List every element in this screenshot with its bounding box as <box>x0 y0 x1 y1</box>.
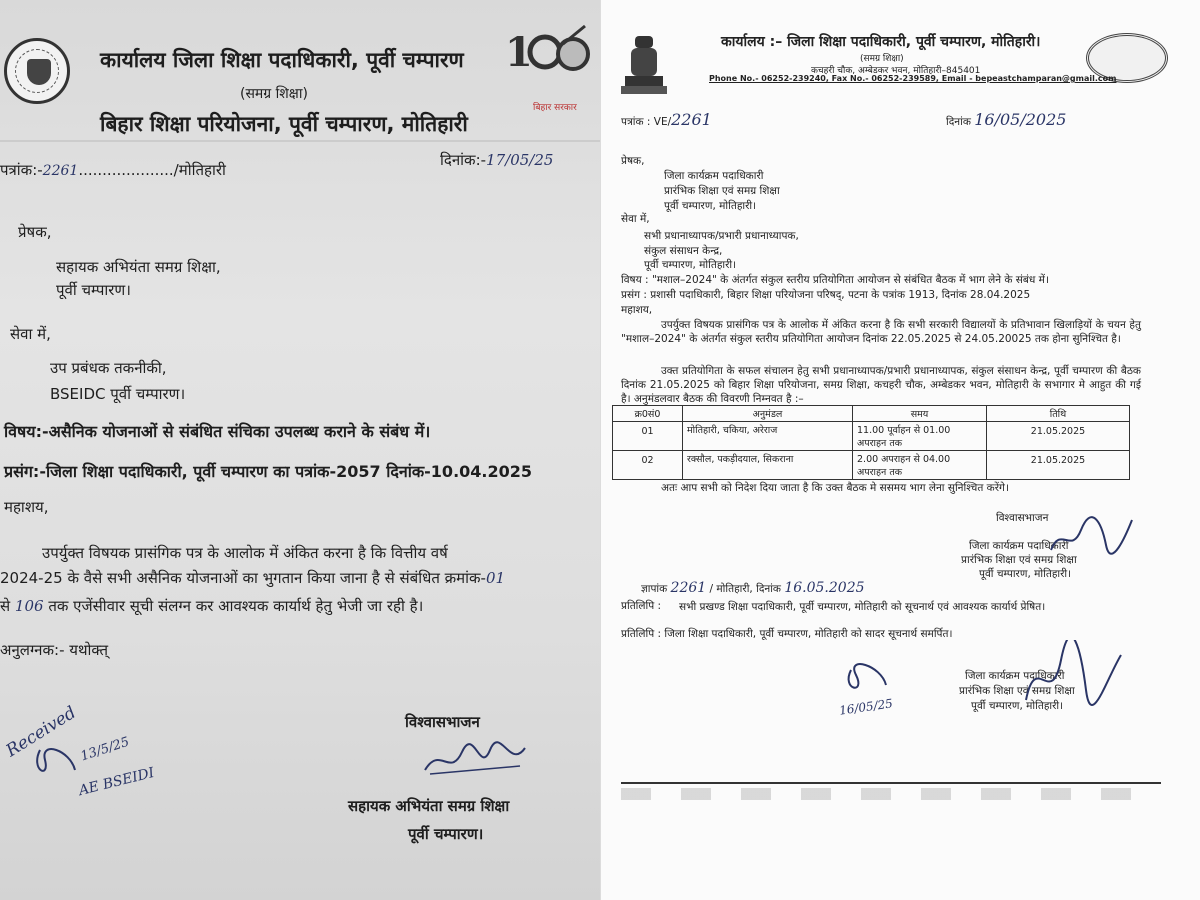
left-patrank <box>0 160 226 180</box>
signature2-stroke <box>1026 640 1121 705</box>
row-sn: 01 <box>613 422 683 451</box>
right-header-address: कचहरी चौक, अम्बेडकर भवन, मोतिहारी–845401 <box>811 66 981 76</box>
right-date-value: 16/05/2025 <box>974 110 1067 129</box>
left-reference: प्रसंग:-जिला शिक्षा पदाधिकारी, पूर्वी चम्पारण का पत्रांक-2057 दिनांक-10.04.2025 <box>4 462 533 481</box>
gyapank-number: 2261 <box>670 580 707 596</box>
right-copy2-row <box>621 628 952 641</box>
row-sn: 02 <box>613 451 683 480</box>
received-by: AE BSEIDI <box>77 764 156 800</box>
signature-stroke <box>425 742 525 770</box>
right-signature1-icon <box>1046 515 1136 560</box>
body-line2-text: 2024-25 के वैसे सभी असैनिक योजनाओं का भुगतान किया जाना है से संबंधित क्रमांक- <box>0 569 486 587</box>
received-text: Received <box>2 702 80 762</box>
logo-caption: बिहार सरकार <box>533 103 577 113</box>
body-serial-to: 106 <box>14 597 44 615</box>
right-header-contact: Phone No.- 06252-239240, Fax No.- 06252-239589, Email - bepeastchamparan@gmail.com <box>709 74 1117 83</box>
received-stamp-note <box>0 700 170 810</box>
logo-ring-2 <box>558 39 588 69</box>
right-patrank <box>621 110 712 129</box>
left-header-sub: (समग्र शिक्षा) <box>240 86 308 102</box>
right-reference-row <box>621 289 1030 302</box>
right-signatory1-line1: जिला कार्यक्रम पदाधिकारी <box>969 540 1069 552</box>
initials-stroke <box>849 664 886 688</box>
date-value: 17/05/25 <box>486 151 554 169</box>
right-signatory2-line1: जिला कार्यक्रम पदाधिकारी <box>965 670 1065 682</box>
row-subdivision: मोतिहारी, चकिया, अरेराज <box>683 422 853 451</box>
right-recipient-line3: पूर्वी चम्पारण, मोतिहारी। <box>644 259 737 271</box>
left-signatory-line2: पूर्वी चम्पारण। <box>408 825 484 843</box>
centenary-logo-svg <box>505 22 591 98</box>
left-body-line2 <box>0 568 505 588</box>
received-initials-icon <box>30 740 90 790</box>
right-signatory1-line2: प्रारंभिक शिक्षा एवं समग्र शिक्षा <box>961 554 1077 566</box>
body-line3-prefix: से <box>0 597 11 615</box>
right-sender-line1: जिला कार्यक्रम पदाधिकारी <box>664 170 764 182</box>
logo-1: 1 <box>505 29 533 76</box>
left-signature-icon <box>420 740 530 780</box>
left-closing: विश्वासभाजन <box>405 713 480 731</box>
table-header-subdivision: अनुमंडल <box>683 406 853 422</box>
right-instruction: अतः आप सभी को निदेश दिया जाता है कि उक्त बैठक मे ससमय भाग लेना सुनिश्चित करेंगे। <box>661 482 1009 494</box>
date-label: दिनांक:- <box>440 151 487 169</box>
emblem-top <box>635 36 653 48</box>
right-para1: उपर्युक्त विषयक प्रासंगिक पत्र के आलोक में अंकित करना है कि सभी सरकारी विद्यालयों के प्रतिभावान खिलाड़ियों के चयन हेतु "मशाल–2024" के अंतर्गत संकुल स्तरीय प्रतियोगिता आयोजन दिनांक 22.05.2025 से 24.05.20025 तक होना सुनिश्चित है। <box>621 319 1141 345</box>
emblem-base <box>625 76 663 86</box>
office-seal-icon <box>4 38 70 104</box>
left-recipient-line1: उप प्रबंधक तकनीकी, <box>50 359 167 377</box>
right-header-office: कार्यालय :– जिला शिक्षा पदाधिकारी, पूर्वी चम्पारण, मोतिहारी। <box>721 34 1041 50</box>
patrank-suffix: ..................../मोतिहारी <box>78 161 226 179</box>
signature1-stroke <box>1051 517 1132 554</box>
initials-date: 16/05/25 <box>838 696 894 718</box>
left-subject: विषय:-असैनिक योजनाओं से संबंधित संचिका उपलब्ध कराने के संबंध में। <box>4 422 431 441</box>
left-header-office: कार्यालय जिला शिक्षा पदाधिकारी, पूर्वी चम्पारण <box>100 48 464 72</box>
left-sender-line2: पूर्वी चम्पारण। <box>56 281 131 299</box>
row-time: 2.00 अपराहन से 04.00 अपराहन तक <box>853 451 987 480</box>
row-date: 21.05.2025 <box>987 451 1130 480</box>
right-patrank-label: पत्रांक : VE/ <box>621 116 672 128</box>
emblem-body <box>631 48 657 76</box>
right-sender-line3: पूर्वी चम्पारण, मोतिहारी। <box>664 200 757 212</box>
table-header-time: समय <box>853 406 987 422</box>
right-subject-label: विषय : <box>621 274 649 286</box>
table-header-date: तिथि <box>987 406 1130 422</box>
left-signatory-line1: सहायक अभियंता समग्र शिक्षा <box>348 797 510 815</box>
copy1-label: प्रतिलिपि : <box>621 600 662 612</box>
centenary-logo-icon <box>505 22 591 113</box>
right-signatory1-line3: पूर्वी चम्पारण, मोतिहारी। <box>979 568 1072 580</box>
body-serial-from: 01 <box>485 569 506 587</box>
footer-smudge <box>621 788 1161 800</box>
patrank-number: 2261 <box>42 163 79 179</box>
right-recipient-line1: सभी प्रधानाध्यापक/प्रभारी प्रधानाध्यापक, <box>644 230 799 242</box>
left-prerak-label: प्रेषक, <box>18 223 52 241</box>
left-enclosure: अनुलग्नक:- यथोक्त् <box>0 641 109 659</box>
right-prerak-label: प्रेषक, <box>621 155 645 167</box>
paper-fold <box>0 140 600 142</box>
right-signatory2-line2: प्रारंभिक शिक्षा एवं समग्र शिक्षा <box>959 685 1075 697</box>
right-reference-label: प्रसंग : <box>621 289 647 301</box>
left-header-project: बिहार शिक्षा परियोजना, पूर्वी चम्पारण, मोतिहारी <box>100 112 468 136</box>
right-header-sub: (समग्र शिक्षा) <box>860 54 904 64</box>
copy2-label: प्रतिलिपि : <box>621 628 662 640</box>
right-signature2-icon <box>1006 640 1126 720</box>
seal-emblem <box>27 59 51 85</box>
right-closing: विश्वासभाजन <box>996 512 1049 524</box>
right-salutation: महाशय, <box>621 304 653 316</box>
table-row <box>613 422 1130 451</box>
left-date <box>440 150 553 170</box>
right-sender-line2: प्रारंभिक शिक्षा एवं समग्र शिक्षा <box>664 185 780 197</box>
right-seva-label: सेवा में, <box>621 213 650 225</box>
right-gyapank <box>641 580 865 597</box>
gyapank-place: / मोतिहारी, दिनांक <box>709 583 781 595</box>
signature-underline <box>430 766 520 774</box>
right-letter <box>601 0 1200 900</box>
row-subdivision: रक्सौल, पकड़ीदयाल, सिकराना <box>683 451 853 480</box>
right-para2: उक्त प्रतियोगिता के सफल संचालन हेतु सभी प्रधानाध्यापक/प्रभारी प्रधानाध्यापक, संकुल संसाधन केन्द्र, पूर्वी चम्पारण की बैठक दिनांक 21.05.2025 को बिहार शिक्षा परियोजना, समग्र शिक्षा, कचहरी चौक, अम्बेडकर भवन, मोतिहारी के सभागार मे आहुत की गई है। अनुमंडलवार बैठक की विवरणी निम्नवत है :– <box>621 365 1141 405</box>
gyapank-label: ज्ञापांक <box>641 583 668 595</box>
gyapank-date: 16.05.2025 <box>784 580 865 596</box>
left-seva-label: सेवा में, <box>10 325 51 343</box>
received-date: 13/5/25 <box>78 734 132 765</box>
right-patrank-number: 2261 <box>671 110 712 129</box>
right-copy2: जिला शिक्षा पदाधिकारी, पूर्वी चम्पारण, मोतिहारी को सादर सूचनार्थ समर्पित। <box>664 628 953 640</box>
right-copy1: सभी प्रखण्ड शिक्षा पदाधिकारी, पूर्वी चम्पारण, मोतिहारी को सूचनार्थ एवं आवश्यक कार्यार्थ प्रेषित। <box>679 601 1046 613</box>
right-date <box>946 110 1066 129</box>
left-recipient-line2: BSEIDC पूर्वी चम्पारण। <box>50 385 186 403</box>
logo-ring-1 <box>530 37 560 67</box>
table-header-row <box>613 406 1130 422</box>
body-line3-text: तक एजेंसीवार सूची संलग्न कर आवश्यक कार्यार्थ हेतु भेजी जा रही है। <box>48 597 424 615</box>
table-header-sn: क्र0सं0 <box>613 406 683 422</box>
left-body-line1: उपर्युक्त विषयक प्रासंगिक पत्र के आलोक में अंकित करना है कि वित्तीय वर्ष <box>42 544 448 562</box>
emblem-pedestal <box>621 86 667 94</box>
right-date-label: दिनांक <box>946 116 971 128</box>
left-salutation: महाशय, <box>4 498 49 516</box>
table-row <box>613 451 1130 480</box>
right-reference: प्रशासी पदाधिकारी, बिहार शिक्षा परियोजना परिषद्, पटना के पत्रांक 1913, दिनांक 28.04.2025 <box>650 289 1031 301</box>
meeting-schedule-table <box>612 405 1130 480</box>
footer-rule <box>621 782 1161 784</box>
right-subject: "मशाल–2024" के अंतर्गत संकुल स्तरीय प्रतियोगिता आयोजन से संबंधित बैठक में भाग लेने के संबंध में। <box>651 274 1049 286</box>
state-emblem-icon <box>621 34 667 96</box>
row-time: 11.00 पूर्वाहन से 01.00 अपराहन तक <box>853 422 987 451</box>
right-signatory2-line3: पूर्वी चम्पारण, मोतिहारी। <box>971 700 1064 712</box>
left-sender-line1: सहायक अभियंता समग्र शिक्षा, <box>56 258 221 276</box>
right-copy1-row <box>621 600 661 613</box>
row-date: 21.05.2025 <box>987 422 1130 451</box>
patrank-label: पत्रांक:- <box>0 161 43 179</box>
initials-stroke <box>37 749 75 771</box>
right-subject-row <box>621 274 1049 287</box>
left-body-line3 <box>0 596 423 616</box>
right-recipient-line2: संकुल संसाधन केन्द्र, <box>644 245 723 257</box>
